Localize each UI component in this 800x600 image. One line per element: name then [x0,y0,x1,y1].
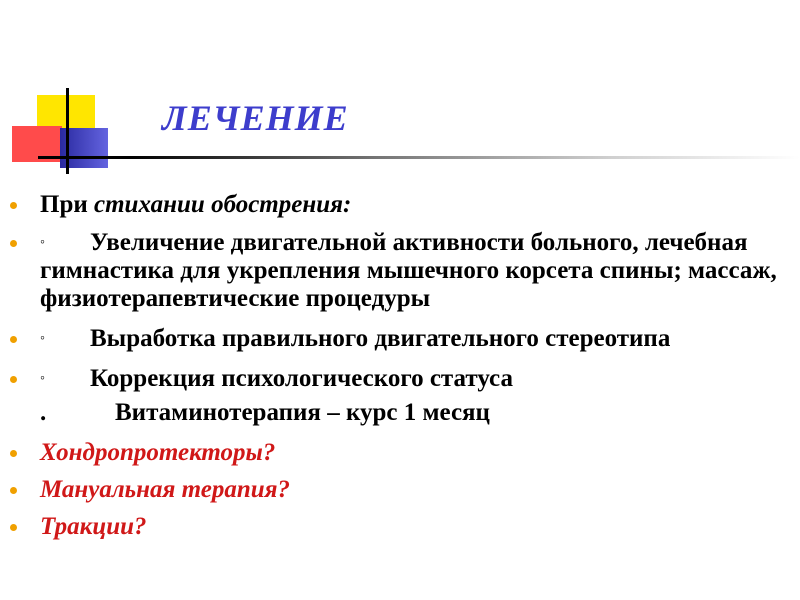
lead-text: При [40,191,95,218]
item-text: Выработка правильного двигательного стереотипа [90,325,671,352]
list-item [0,476,800,504]
bullet-icon [10,202,17,209]
bullet-icon [10,376,17,383]
slide-title: ЛЕЧЕНИЕ [162,98,349,138]
list-item [0,399,800,427]
list-item-text [40,229,785,313]
sub-marker: ◦ [40,331,45,346]
bullet-icon [10,240,17,247]
list-item-text [40,399,785,427]
question-text: Мануальная терапия? [40,476,291,503]
vertical-rule [66,88,69,174]
bullet-icon [10,524,17,531]
list-item [0,191,800,219]
sub-marker: . [40,399,47,426]
question-text: Тракции? [40,513,147,540]
bullet-icon [10,487,17,494]
emphasis-text: стихании обострения: [94,191,352,218]
list-item [0,513,800,541]
list-item-text [40,325,785,353]
bullet-icon [10,450,17,457]
list-item [0,365,800,393]
list-item [0,325,800,353]
sub-marker: ◦ [40,235,45,250]
sub-marker: ◦ [40,371,45,386]
list-item [0,439,800,467]
question-text: Хондропротекторы? [40,439,276,466]
title-underline [38,156,800,159]
bullet-icon [10,336,17,343]
title-decoration [0,0,800,200]
item-text: Увеличение двигательной активности больного, лечебная гимнастика для укрепления мышечного корсета спины; массаж, физиотерапевтические процедуры [40,229,777,312]
item-text: Коррекция психологического статуса [90,365,513,392]
bullet-list [0,191,800,541]
list-item-text [40,191,785,219]
list-item-text [40,365,785,393]
list-item [0,229,800,313]
item-text: Витаминотерапия – курс 1 месяц [115,399,490,426]
